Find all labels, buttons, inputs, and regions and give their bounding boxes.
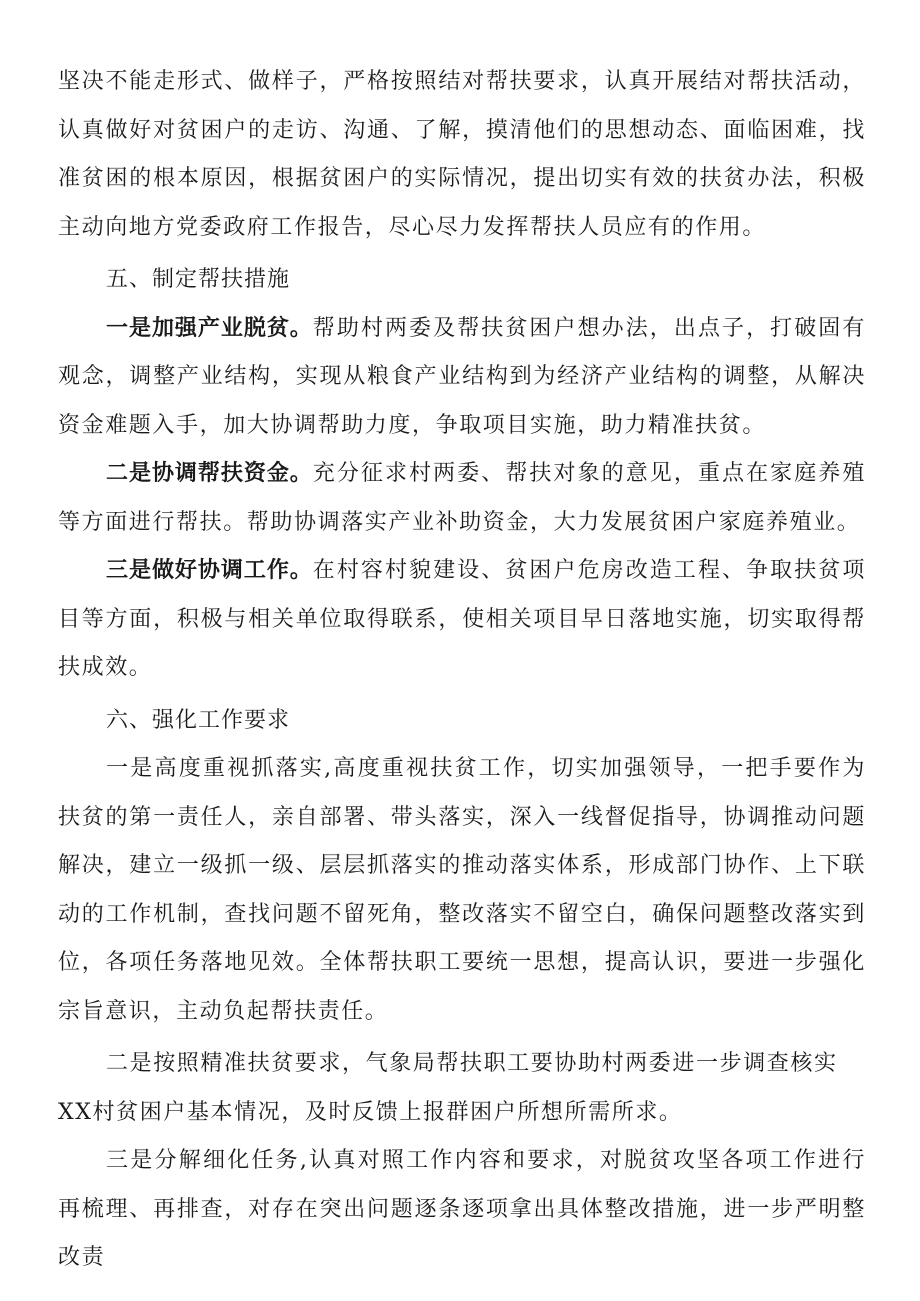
document-body — [58, 58, 866, 1283]
measure-paragraph-2 — [58, 450, 866, 547]
measure-text-2: 充分征求村两委、帮扶对象的意见，重点在家庭养殖等方面进行帮扶。帮助协调落实产业补助资金，大力发展贫困户家庭养殖业。 — [58, 461, 866, 535]
measure-text-3: 在村容村貌建设、贫困户危房改造工程、争取扶贫项目等方面，积极与相关单位取得联系，使相关项目早日落地实施，切实取得帮扶成效。 — [58, 558, 866, 680]
measure-lead-2: 二是协调帮扶资金。 — [106, 461, 313, 486]
requirement-paragraph-3: 三是分解细化任务,认真对照工作内容和要求，对脱贫攻坚各项工作进行再梳理、再排查，对存在突出问题逐条逐项拿出具体整改措施，进一步严明整改责 — [58, 1148, 866, 1270]
measure-lead-1: 一是加强产业脱贫。 — [106, 315, 313, 341]
measure-paragraph-1 — [58, 305, 866, 451]
measure-paragraph-3 — [58, 547, 866, 693]
requirement-paragraph-1: 一是高度重视抓落实,高度重视扶贫工作，切实加强领导，一把手要作为扶贫的第一责任人，亲自部署、带头落实，深入一线督促指导，协调推动问题解决，建立一级抓一级、层层抓落实的推动落实体系，形成部门协作、上下联动的工作机制，查找问题不留死角，整改落实不留空白，确保问题整改落实到位，各项任务落地见效。全体帮扶职工要统一思想，提高认识，要进一步强化宗旨意识，主动负起帮扶责任。 — [58, 756, 866, 1024]
measure-lead-3: 三是做好协调工作。 — [106, 558, 313, 583]
requirement-paragraph-2: 二是按照精准扶贫要求，气象局帮扶职工要协助村两委进一步调查核实 — [106, 1051, 838, 1076]
intro-paragraph: 坚决不能走形式、做样子，严格按照结对帮扶要求，认真开展结对帮扶活动，认真做好对贫困户的走访、沟通、了解，摸清他们的思想动态、面临困难，找准贫困的根本原因，根据贫困户的实际情况，提出切实有效的扶贫办法，积极主动向地方党委政府工作报告，尽心尽力发挥帮扶人员应有的作用。 — [58, 69, 866, 240]
section-heading-6: 六、强化工作要求 — [106, 707, 291, 733]
section-heading-5: 五、制定帮扶措施 — [106, 267, 291, 292]
measure-text-1: 帮助村两委及帮扶贫困户想办法，出点子，打破固有观念，调整产业结构，实现从粮食产业结构到为经济产业结构的调整，从解决资金难题入手，加大协调帮助力度，争取项目实施，助力精准扶贫。 — [58, 315, 866, 438]
requirement-paragraph-2-continued: XX村贫困户基本情况，及时反馈上报群困户所想所需所求。 — [58, 1099, 683, 1125]
